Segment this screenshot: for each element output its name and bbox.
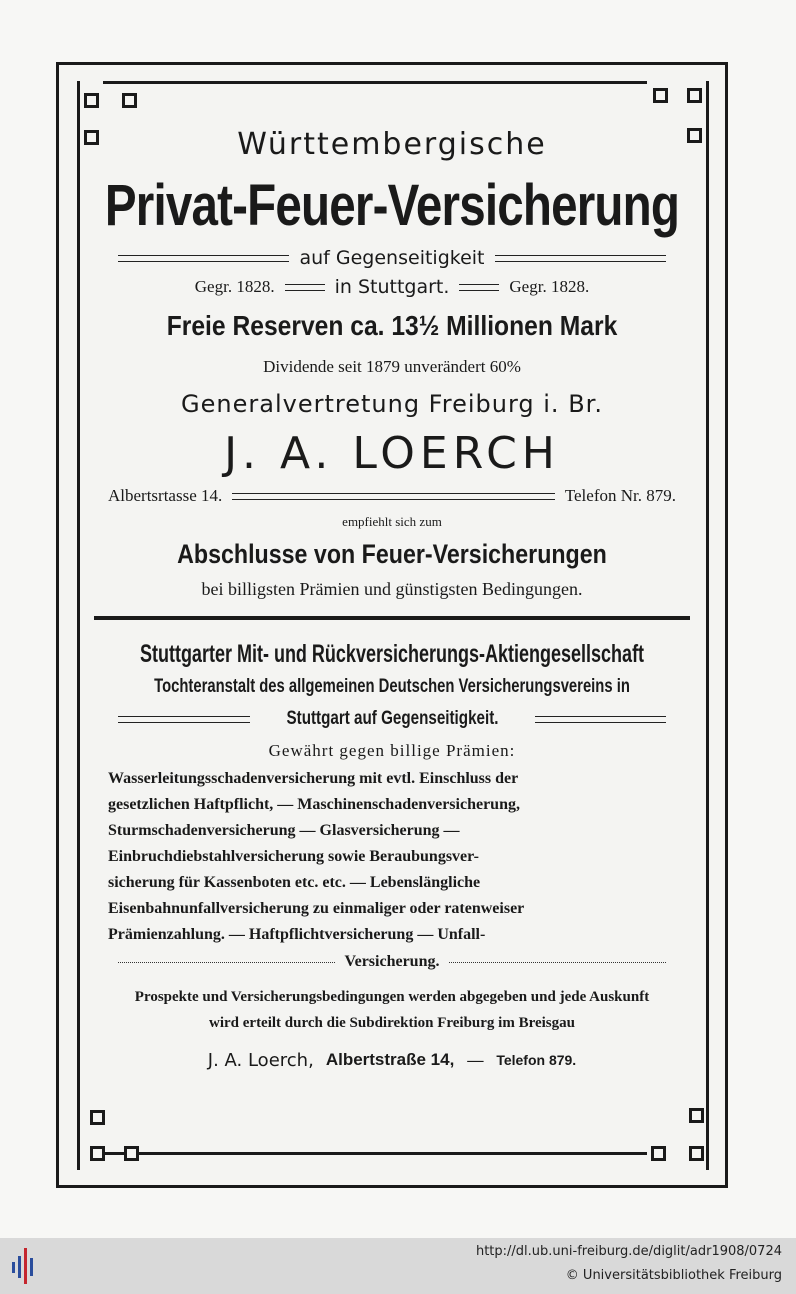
top-border-line bbox=[103, 81, 647, 84]
grants-line: Gewährt gegen billige Prämien: bbox=[268, 741, 516, 760]
prospectus-line: Prospekte und Versicherungsbedingungen werden abgegeben und jede Auskunft bbox=[134, 989, 650, 1005]
corner-ornament bbox=[689, 1146, 704, 1161]
contact-address: Albertstraße 14, bbox=[325, 1050, 455, 1069]
reserves: Freie Reserven ca. 13½ Millionen Mark bbox=[166, 310, 618, 341]
premiums-line: bei billigsten Prämien und günstigsten Bedingungen. bbox=[201, 578, 583, 599]
library-logo-icon bbox=[12, 1248, 38, 1284]
body-line: Sturmschadenversicherung — Glasversicherung — bbox=[108, 822, 460, 839]
ornamental-rule bbox=[118, 716, 250, 723]
corner-ornament bbox=[84, 93, 99, 108]
corner-ornament bbox=[687, 128, 702, 143]
corner-ornament bbox=[653, 88, 668, 103]
body-line: Eisenbahnunfallversicherung zu einmaliger oder ratenweiser bbox=[108, 900, 525, 917]
body-line: Wasserleitungsschadenversicherung mit evtl. Einschluss der bbox=[108, 770, 519, 787]
ornamental-rule bbox=[285, 284, 325, 291]
closing-line: Abschlusse von Feuer-Versicherungen bbox=[177, 538, 607, 569]
stuttgart-line: Stuttgart auf Gegenseitigkeit. bbox=[286, 708, 499, 729]
stuttgart-row bbox=[108, 702, 676, 736]
contact-dash: — bbox=[466, 1049, 485, 1071]
corner-ornament bbox=[90, 1110, 105, 1125]
second-company: Stuttgarter Mit- und Rückversicherungs-Aktiengesellschaft bbox=[139, 639, 645, 668]
ad-header: Württembergische bbox=[237, 126, 547, 162]
ornamental-rule bbox=[118, 255, 289, 262]
contact-phone: Telefon 879. bbox=[496, 1052, 577, 1068]
ad-subtitle: auf Gegenseitigkeit bbox=[299, 247, 485, 269]
parent-company: Tochteranstalt des allgemeinen Deutschen Versicherungsvereins in bbox=[154, 676, 630, 697]
ornamental-rule bbox=[459, 284, 499, 291]
corner-ornament bbox=[124, 1146, 139, 1161]
body-line: Einbruchdiebstahlversicherung sowie Beraubungsver- bbox=[108, 848, 479, 865]
ornamental-rule bbox=[232, 493, 555, 500]
ad-subtitle-row bbox=[108, 244, 676, 272]
founded-left: Gegr. 1828. bbox=[194, 277, 275, 296]
recommends: empfiehlt sich zum bbox=[342, 514, 442, 529]
bottom-border-line bbox=[103, 1152, 647, 1155]
corner-ornament bbox=[84, 130, 99, 145]
copyright: © Universitätsbibliothek Freiburg bbox=[565, 1268, 782, 1283]
location: in Stuttgart. bbox=[334, 276, 450, 298]
dotted-rule bbox=[118, 962, 335, 963]
body-line: sicherung für Kassenboten etc. etc. — Lebenslängliche bbox=[108, 874, 481, 891]
footer-bar bbox=[0, 1238, 796, 1294]
body-line: Prämienzahlung. — Haftpflichtversicherung — Unfall- bbox=[108, 926, 486, 943]
prospectus-line: wird erteilt durch die Subdirektion Freiburg im Breisgau bbox=[209, 1015, 575, 1031]
section-divider bbox=[94, 616, 690, 620]
corner-ornament bbox=[687, 88, 702, 103]
ad-title: Privat-Feuer-Versicherung bbox=[104, 172, 680, 238]
contact-name: J. A. Loerch, bbox=[207, 1049, 314, 1071]
ornamental-rule bbox=[495, 255, 666, 262]
phone: Telefon Nr. 879. bbox=[564, 486, 676, 505]
final-word: Versicherung. bbox=[344, 953, 440, 970]
corner-ornament bbox=[90, 1146, 105, 1161]
permalink-url[interactable]: http://dl.ub.uni-freiburg.de/diglit/adr1908/0724 bbox=[475, 1244, 782, 1259]
prospectus bbox=[108, 984, 676, 1036]
agent-name: J. A. LOERCH bbox=[224, 427, 560, 479]
founded-right: Gegr. 1828. bbox=[509, 277, 590, 296]
address: Albertsrtasse 14. bbox=[108, 486, 223, 505]
advertisement-content bbox=[104, 122, 680, 1080]
body-line: gesetzlichen Haftpflicht, — Maschinenschadenversicherung, bbox=[108, 796, 520, 813]
contact-row bbox=[108, 1040, 676, 1080]
dividend: Dividende seit 1879 unverändert 60% bbox=[263, 357, 521, 376]
dotted-rule bbox=[449, 962, 666, 963]
address-row bbox=[108, 482, 676, 510]
ornamental-rule bbox=[535, 716, 667, 723]
corner-ornament bbox=[122, 93, 137, 108]
general-agency: Generalvertretung Freiburg i. Br. bbox=[181, 390, 603, 418]
corner-ornament bbox=[689, 1108, 704, 1123]
coverage-list bbox=[108, 766, 676, 948]
corner-ornament bbox=[651, 1146, 666, 1161]
founded-row bbox=[108, 272, 676, 302]
final-row bbox=[108, 948, 676, 976]
